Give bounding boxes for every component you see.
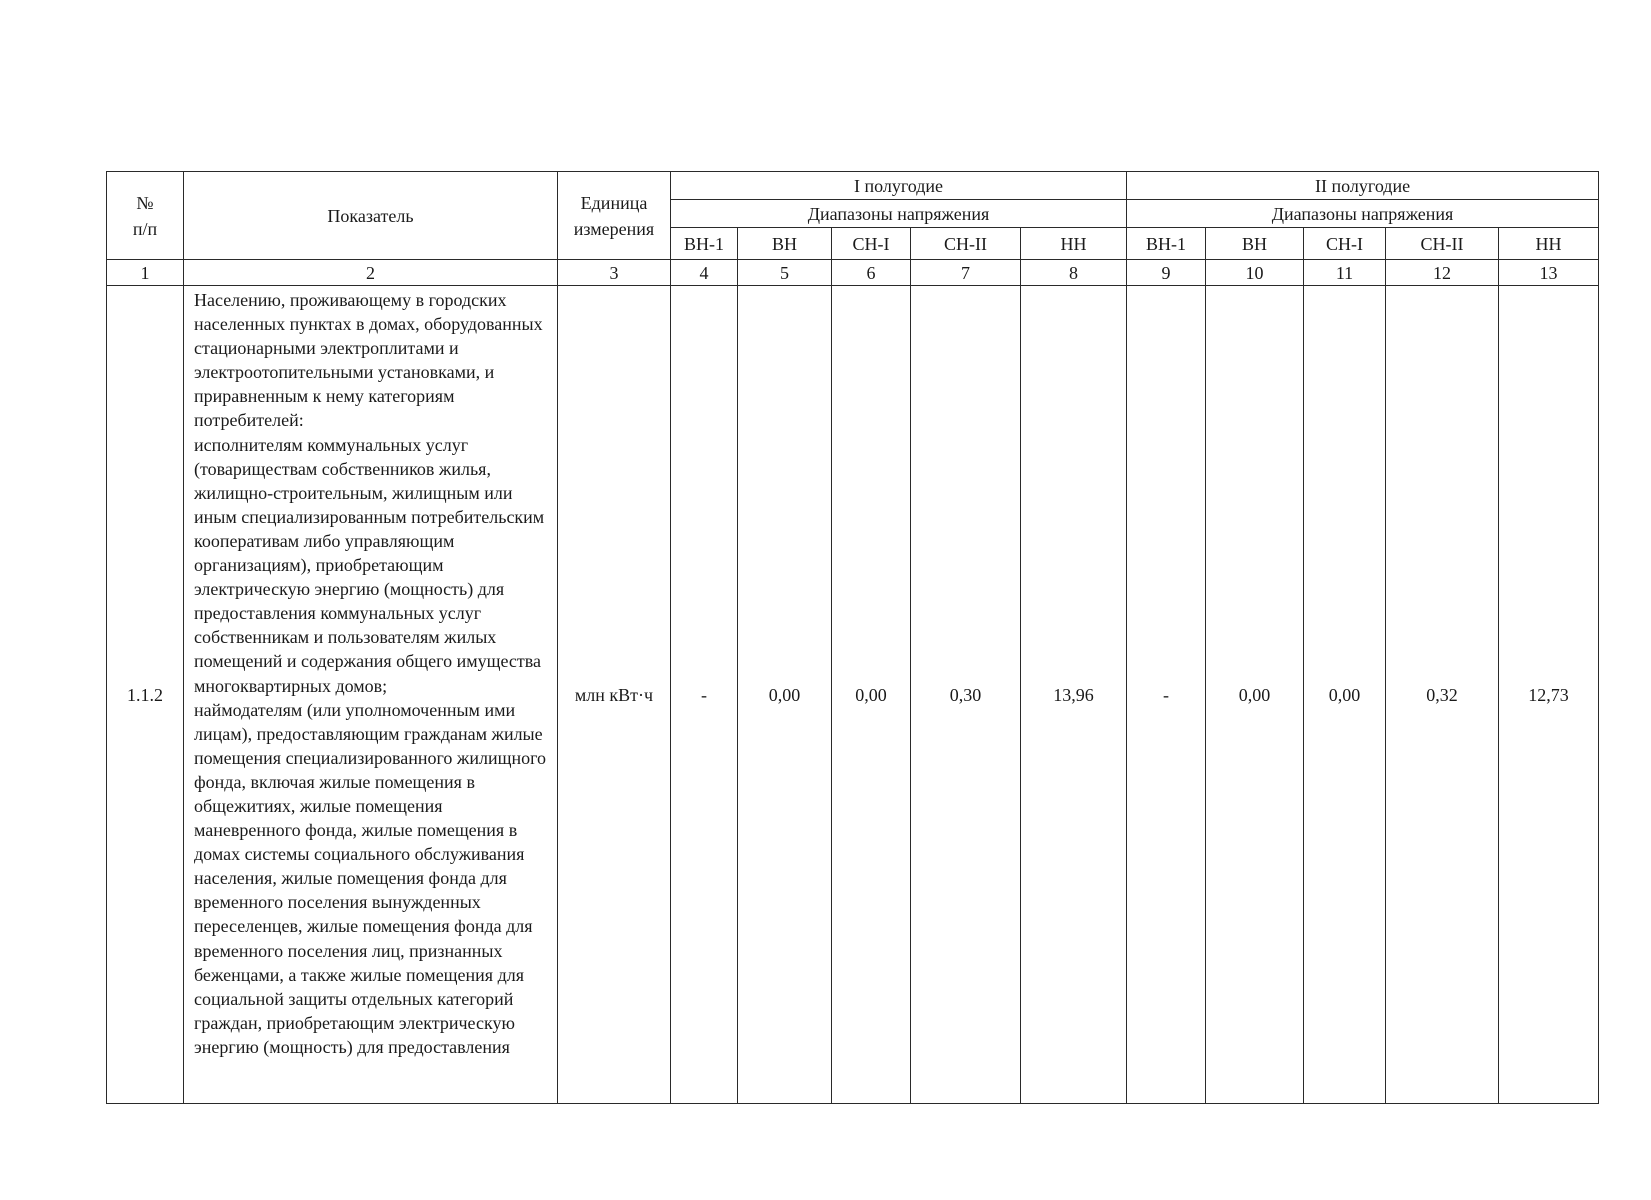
column-number: 12 [1386, 260, 1499, 286]
header-level: ВН-1 [1127, 228, 1206, 260]
column-number: 10 [1206, 260, 1304, 286]
header-level: ВН [1206, 228, 1304, 260]
row-value: 13,96 [1021, 286, 1127, 1104]
row-value: - [671, 286, 738, 1104]
column-number: 13 [1499, 260, 1599, 286]
column-number: 5 [738, 260, 832, 286]
column-number: 9 [1127, 260, 1206, 286]
header-level: НН [1499, 228, 1599, 260]
column-number-row [107, 260, 1599, 286]
header-level: СН-I [832, 228, 911, 260]
header-unit: Единица измерения [558, 172, 671, 260]
row-value: 12,73 [1499, 286, 1599, 1104]
tariff-table [106, 171, 1599, 1104]
header-level: ВН-1 [671, 228, 738, 260]
header-num: № п/п [107, 172, 184, 260]
column-number: 11 [1304, 260, 1386, 286]
column-number: 8 [1021, 260, 1127, 286]
row-unit: млн кВт·ч [558, 286, 671, 1104]
header-half-1: I полугодие [671, 172, 1127, 200]
header-indicator: Показатель [184, 172, 558, 260]
header-level: СН-II [911, 228, 1021, 260]
header-level: СН-I [1304, 228, 1386, 260]
header-row-periods [107, 172, 1599, 200]
header-level: СН-II [1386, 228, 1499, 260]
row-value: - [1127, 286, 1206, 1104]
column-number: 2 [184, 260, 558, 286]
column-number: 3 [558, 260, 671, 286]
row-value: 0,30 [911, 286, 1021, 1104]
row-indicator-text: Населению, проживающему в городских населенных пунктах в домах, оборудованных стационарными электроплитами и электроотопительными установками, и приравненным к нему категориям потребителей: исполнителям коммунальных услуг (товариществам собственников жилья, жилищно-строительным, жилищным или иным специализированным потребительским кооперативам либо управляющим организациям), приобретающим электрическую энергию (мощность) для предоставления коммунальных услуг собственникам и пользователям жилых помещений и содержания общего имущества многоквартирных домов; наймодателям (или уполномоченным ими лицам), предоставляющим гражданам жилые помещения специализированного жилищного фонда, включая жилые помещения в общежитиях, жилые помещения маневренного фонда, жилые помещения в домах системы социального обслуживания населения, жилые помещения фонда для временного поселения вынужденных переселенцев, жилые помещения фонда для временного поселения лиц, признанных беженцами, а также жилые помещения для социальной защиты отдельных категорий граждан, приобретающим электрическую энергию (мощность) для предоставления [184, 286, 558, 1104]
header-level: ВН [738, 228, 832, 260]
header-ranges-1: Диапазоны напряжения [671, 200, 1127, 228]
row-num: 1.1.2 [107, 286, 184, 1104]
row-value: 0,00 [1206, 286, 1304, 1104]
row-value: 0,00 [832, 286, 911, 1104]
column-number: 7 [911, 260, 1021, 286]
row-value: 0,32 [1386, 286, 1499, 1104]
table-row [107, 286, 1599, 1104]
header-ranges-2: Диапазоны напряжения [1127, 200, 1599, 228]
header-level: НН [1021, 228, 1127, 260]
column-number: 4 [671, 260, 738, 286]
row-value: 0,00 [1304, 286, 1386, 1104]
column-number: 1 [107, 260, 184, 286]
row-value: 0,00 [738, 286, 832, 1104]
column-number: 6 [832, 260, 911, 286]
header-half-2: II полугодие [1127, 172, 1599, 200]
